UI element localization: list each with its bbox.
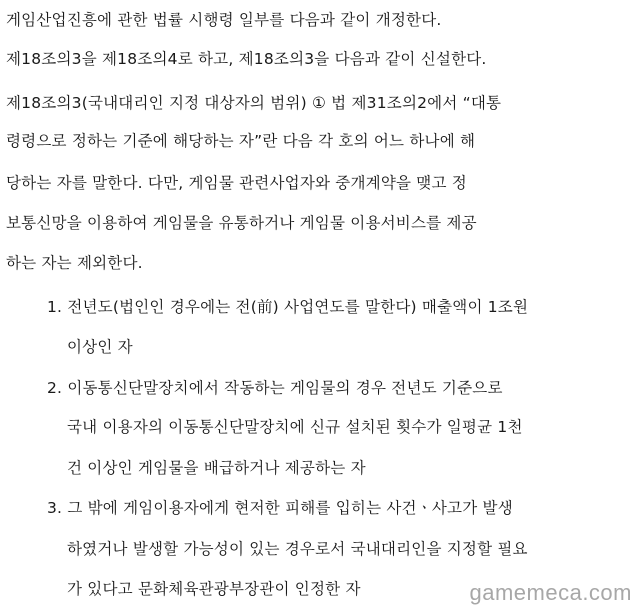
item-3-line: 가 있다고 문화체육관광부장관이 인정한 자 — [67, 580, 361, 598]
article-line: 령령으로 정하는 기준에 해당하는 자”란 다음 각 호의 어느 하나에 해 — [6, 132, 476, 150]
article-line: 당하는 자를 말한다. 다만, 게임물 관련사업자와 중개계약을 맺고 정 — [6, 174, 467, 192]
article-line: 제18조의3(국내대리인 지정 대상자의 범위) ① 법 제31조의2에서 “대통 — [6, 94, 502, 112]
item-2-line: 건 이상인 게임물을 배급하거나 제공하는 자 — [67, 459, 366, 477]
intro-paragraph: 게임산업진흥에 관한 법률 시행령 일부를 다음과 같이 개정한다. — [6, 11, 442, 29]
item-2-line: 2. 이동통신단말장치에서 작동하는 게임물의 경우 전년도 기준으로 — [47, 379, 503, 397]
item-3-line: 3. 그 밖에 게임이용자에게 현저한 피해를 입히는 사건ㆍ사고가 발생 — [47, 499, 513, 517]
item-1-line: 1. 전년도(법인인 경우에는 전(前) 사업연도를 말한다) 매출액이 1조원 — [47, 298, 529, 316]
item-3-line: 하였거나 발생할 가능성이 있는 경우로서 국내대리인을 지정할 필요 — [67, 540, 528, 558]
amendment-paragraph: 제18조의3을 제18조의4로 하고, 제18조의3을 다음과 같이 신설한다. — [6, 50, 487, 68]
item-1-line: 이상인 자 — [67, 338, 133, 356]
item-2-line: 국내 이용자의 이동통신단말장치에 신규 설치된 횟수가 일평균 1천 — [67, 418, 523, 436]
watermark: gamemeca.com — [469, 580, 632, 605]
article-line: 하는 자는 제외한다. — [6, 254, 143, 272]
article-line: 보통신망을 이용하여 게임물을 유통하거나 게임물 이용서비스를 제공 — [6, 214, 477, 232]
